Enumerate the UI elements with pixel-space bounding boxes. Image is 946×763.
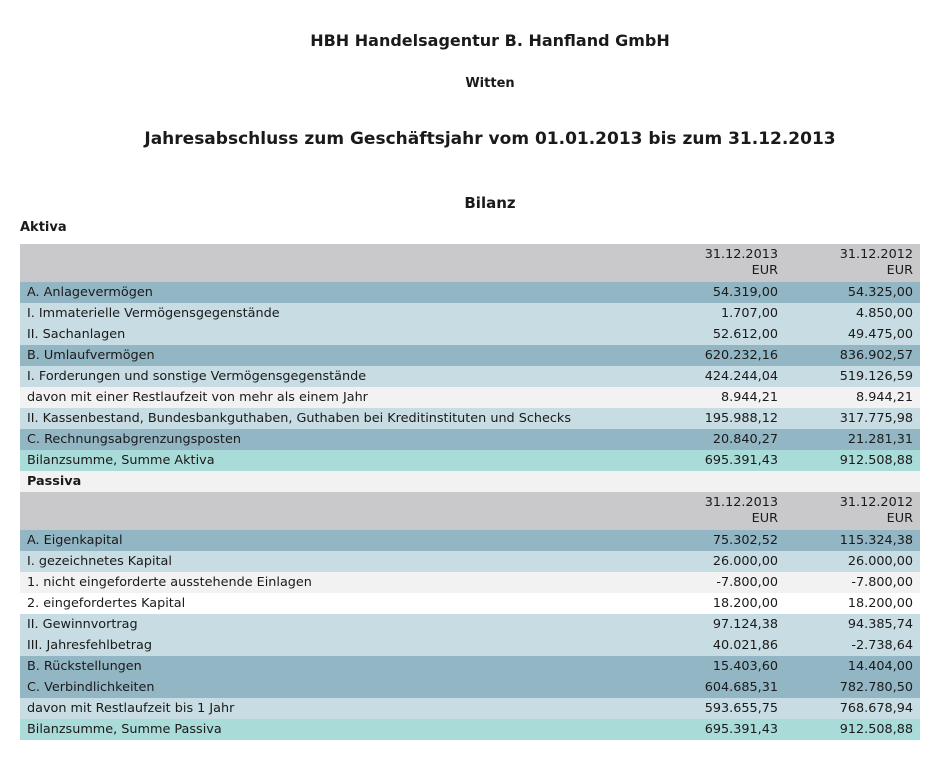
row-value-2013: 20.840,27	[650, 429, 785, 450]
row-value-2012: 54.325,00	[785, 282, 920, 303]
header-spacer	[20, 244, 650, 282]
row-value-2012: 836.902,57	[785, 345, 920, 366]
row-value-2013: 695.391,43	[650, 719, 785, 740]
row-label: C. Verbindlichkeiten	[20, 677, 650, 698]
row-value-2013: -7.800,00	[650, 572, 785, 593]
row-value-2013: 26.000,00	[650, 551, 785, 572]
column-date: 31.12.2013	[704, 247, 778, 262]
passiva-label: Passiva	[20, 471, 920, 492]
passiva-col1-header	[650, 492, 785, 530]
column-date: 31.12.2012	[839, 247, 913, 262]
aktiva-col1-header	[650, 244, 785, 282]
row-value-2013: 424.244,04	[650, 366, 785, 387]
row-label: Bilanzsumme, Summe Passiva	[20, 719, 650, 740]
row-value-2013: 593.655,75	[650, 698, 785, 719]
table-row	[20, 551, 920, 572]
row-value-2013: 18.200,00	[650, 593, 785, 614]
column-date: 31.12.2013	[704, 495, 778, 510]
company-city: Witten	[465, 76, 515, 91]
row-value-2013: 15.403,60	[650, 656, 785, 677]
row-value-2012: 912.508,88	[785, 719, 920, 740]
header-spacer	[20, 492, 650, 530]
table-row	[20, 635, 920, 656]
row-value-2012: -7.800,00	[785, 572, 920, 593]
row-label: 2. eingefordertes Kapital	[20, 593, 650, 614]
table-row	[20, 677, 920, 698]
row-value-2013: 620.232,16	[650, 345, 785, 366]
table-row	[20, 387, 920, 408]
row-label: davon mit Restlaufzeit bis 1 Jahr	[20, 698, 650, 719]
row-label: Bilanzsumme, Summe Aktiva	[20, 450, 650, 471]
row-label: I. Immaterielle Vermögensgegenstände	[20, 303, 650, 324]
column-unit: EUR	[751, 263, 778, 278]
row-value-2013: 8.944,21	[650, 387, 785, 408]
company-name: HBH Handelsagentur B. Hanfland GmbH	[310, 31, 670, 50]
row-value-2012: 4.850,00	[785, 303, 920, 324]
row-value-2012: 26.000,00	[785, 551, 920, 572]
row-value-2012: 317.775,98	[785, 408, 920, 429]
row-value-2013: 52.612,00	[650, 324, 785, 345]
row-value-2012: 14.404,00	[785, 656, 920, 677]
aktiva-col2-header	[785, 244, 920, 282]
table-row	[20, 698, 920, 719]
row-value-2013: 195.988,12	[650, 408, 785, 429]
row-value-2013: 97.124,38	[650, 614, 785, 635]
row-label: I. Forderungen und sonstige Vermögensgegenstände	[20, 366, 650, 387]
column-date: 31.12.2012	[839, 495, 913, 510]
row-label: B. Rückstellungen	[20, 656, 650, 677]
column-unit: EUR	[886, 263, 913, 278]
table-row	[20, 408, 920, 429]
row-value-2012: 115.324,38	[785, 530, 920, 551]
bilanz-title: Bilanz	[464, 194, 516, 212]
table-row	[20, 719, 920, 740]
row-value-2012: 519.126,59	[785, 366, 920, 387]
row-value-2012: 21.281,31	[785, 429, 920, 450]
row-value-2013: 40.021,86	[650, 635, 785, 656]
row-label: III. Jahresfehlbetrag	[20, 635, 650, 656]
row-label: II. Gewinnvortrag	[20, 614, 650, 635]
aktiva-column-header-row	[20, 244, 920, 282]
row-value-2012: 768.678,94	[785, 698, 920, 719]
row-value-2012: 49.475,00	[785, 324, 920, 345]
row-label: B. Umlaufvermögen	[20, 345, 650, 366]
table-row	[20, 345, 920, 366]
table-row	[20, 614, 920, 635]
table-row	[20, 593, 920, 614]
report-period-title: Jahresabschluss zum Geschäftsjahr vom 01.01.2013 bis zum 31.12.2013	[144, 129, 836, 149]
row-value-2013: 695.391,43	[650, 450, 785, 471]
table-row	[20, 303, 920, 324]
row-value-2012: 782.780,50	[785, 677, 920, 698]
row-value-2013: 1.707,00	[650, 303, 785, 324]
passiva-col2-header	[785, 492, 920, 530]
row-value-2013: 604.685,31	[650, 677, 785, 698]
row-label: A. Eigenkapital	[20, 530, 650, 551]
row-value-2013: 75.302,52	[650, 530, 785, 551]
table-row	[20, 282, 920, 303]
column-unit: EUR	[886, 511, 913, 526]
row-value-2012: 94.385,74	[785, 614, 920, 635]
row-label: II. Sachanlagen	[20, 324, 650, 345]
aktiva-label: Aktiva	[20, 220, 67, 235]
row-label: C. Rechnungsabgrenzungsposten	[20, 429, 650, 450]
table-row	[20, 324, 920, 345]
table-row	[20, 656, 920, 677]
table-row	[20, 530, 920, 551]
row-label: A. Anlagevermögen	[20, 282, 650, 303]
row-value-2012: -2.738,64	[785, 635, 920, 656]
table-row	[20, 572, 920, 593]
row-label: II. Kassenbestand, Bundesbankguthaben, Guthaben bei Kreditinstituten und Schecks	[20, 408, 650, 429]
table-row	[20, 429, 920, 450]
row-value-2012: 8.944,21	[785, 387, 920, 408]
table-row	[20, 450, 920, 471]
row-value-2013: 54.319,00	[650, 282, 785, 303]
row-label: 1. nicht eingeforderte ausstehende Einlagen	[20, 572, 650, 593]
row-value-2012: 912.508,88	[785, 450, 920, 471]
column-unit: EUR	[751, 511, 778, 526]
row-value-2012: 18.200,00	[785, 593, 920, 614]
passiva-column-header-row	[20, 492, 920, 530]
row-label: I. gezeichnetes Kapital	[20, 551, 650, 572]
table-row	[20, 366, 920, 387]
row-label: davon mit einer Restlaufzeit von mehr als einem Jahr	[20, 387, 650, 408]
passiva-section-row	[20, 471, 920, 492]
balance-table	[20, 244, 920, 740]
